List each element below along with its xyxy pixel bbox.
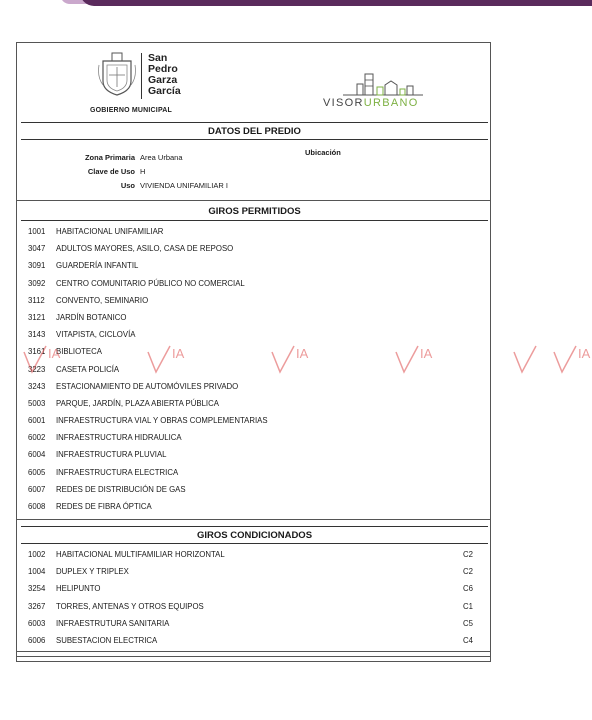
permitido-row: 1001 HABITACIONAL UNIFAMILIAR (28, 227, 164, 236)
permitido-row: 5003 PARQUE, JARDÍN, PLAZA ABIERTA PÚBLICA (28, 398, 219, 408)
municipal-crest-icon (97, 51, 137, 97)
permitido-row: 3143 VITAPISTA, CICLOVÍA (28, 330, 136, 340)
logo-divider (141, 53, 142, 99)
permitido-row: 6002 INFRAESTRUCTURA HIDRAULICA (28, 433, 182, 443)
ubicacion-label: Ubicación (305, 148, 341, 157)
permitidos-list (17, 223, 490, 515)
top-decorative-bar (0, 0, 592, 10)
permitido-row: 3092 CENTRO COMUNITARIO PÚBLICO NO COMERCIAL (28, 278, 245, 288)
permitido-row: 3243 ESTACIONAMIENTO DE AUTOMÓVILES PRIVADO (28, 381, 239, 391)
condicionado-row: 1002 HABITACIONAL MULTIFAMILIAR HORIZONTAL C2 (28, 550, 473, 559)
watermark-mark-icon (512, 338, 548, 378)
visor-urbano-logo: VISORURBANO (323, 97, 419, 109)
svg-text:IA: IA (578, 346, 591, 361)
condicionados-list (17, 546, 490, 649)
permitido-row: 6008 REDES DE FIBRA ÓPTICA (28, 502, 152, 511)
condicionados-section-title: GIROS CONDICIONADOS (21, 526, 488, 544)
city-skyline-icon (343, 72, 423, 96)
permitido-row: 3112 CONVENTO, SEMINARIO (28, 295, 149, 305)
permitido-row: 3121 JARDÍN BOTANICO (28, 312, 127, 322)
government-label: GOBIERNO MUNICIPAL (90, 107, 173, 114)
permitido-row: 3047 ADULTOS MAYORES, ASILO, CASA DE REPOSO (28, 244, 234, 254)
condicionado-row: 6006 SUBESTACION ELECTRICA C4 (28, 635, 473, 645)
permitido-row: 3161 BIBLIOTECA (28, 347, 102, 357)
svg-text:IA: IA (296, 346, 309, 361)
section-divider (17, 651, 491, 652)
permitido-row: 3223 CASETA POLICÍA (28, 364, 120, 374)
city-name: San Pedro Garza García (148, 52, 181, 97)
land-use-document: San Pedro Garza García GOBIERNO MUNICIPAL VISORURBANO DATOS DEL PREDIO Ubicación Zona Primaria Area Urbana Clave de Uso H Uso VIVIENDA UNIFAMILIAR I GIROS PERMITIDOS 1001 HABITACIONAL UNIFAMILIAR 3047 ADULTOS MAYORES, ASILO, CASA DE REPOSO 3091 GUARDERÍA INFANTIL 3092 CENTRO COMUNITARIO PÚBLICO NO COMERCIAL 3112 CONVENTO, SEMINARIO 3121 JARDÍN BOTANICO 3143 VITAPISTA, CICLOVÍA 3161 BIBLIOTECA 3223 CASETA POLICÍA 3243 ESTACIONAMIENTO DE AUTOMÓVILES PRIVADO 5003 PARQUE, JARDÍN, PLAZA ABIERTA PÚBLICA 6001 INFRAESTRUCTURA VIAL Y OBRAS COMPLEMENTARIAS 6002 INFRAESTRUCTURA HIDRAULICA 6004 INFRAESTRUCTURA PLUVIAL 6005 INFRAESTRUCTURA ELECTRICA 6007 REDES DE DISTRIBUCIÓN DE GAS 6008 REDES DE FIBRA ÓPTICA GIROS CONDICIONADOS 1002 HABITACIONAL MULTIFAMILIAR HORIZONTAL C2 1004 DUPLEX Y TRIPLEX C2 3254 HELIPUNTO C6 3267 TORRES, ANTENAS Y OTROS EQUIPOS C1 6003 INFRAESTRUTURA SANITARIA C5 6006 SUBESTACION ELECTRICA C4 (16, 42, 491, 662)
document-header (17, 43, 490, 119)
section-divider (17, 200, 491, 201)
permitido-row: 3091 GUARDERÍA INFANTIL (28, 261, 139, 271)
svg-text:IA: IA (420, 346, 433, 361)
permitido-row: 6004 INFRAESTRUCTURA PLUVIAL (28, 450, 167, 460)
condicionado-row: 3254 HELIPUNTO C6 (28, 584, 473, 594)
predio-section-title: DATOS DEL PREDIO (21, 122, 488, 140)
condicionado-row: 1004 DUPLEX Y TRIPLEX C2 (28, 567, 473, 577)
permitido-row: 6007 REDES DE DISTRIBUCIÓN DE GAS (28, 484, 186, 494)
condicionado-row: 3267 TORRES, ANTENAS Y OTROS EQUIPOS C1 (28, 601, 473, 611)
permitidos-section-title: GIROS PERMITIDOS (21, 203, 488, 221)
section-divider (17, 519, 491, 520)
permitido-row: 6001 INFRAESTRUCTURA VIAL Y OBRAS COMPLEMENTARIAS (28, 416, 268, 426)
condicionado-row: 6003 INFRAESTRUTURA SANITARIA C5 (28, 618, 473, 628)
permitido-row: 6005 INFRAESTRUCTURA ELECTRICA (28, 467, 179, 477)
svg-text:IA: IA (172, 346, 185, 361)
svg-text:IA: IA (48, 346, 61, 361)
watermark-mark-icon (552, 338, 592, 378)
